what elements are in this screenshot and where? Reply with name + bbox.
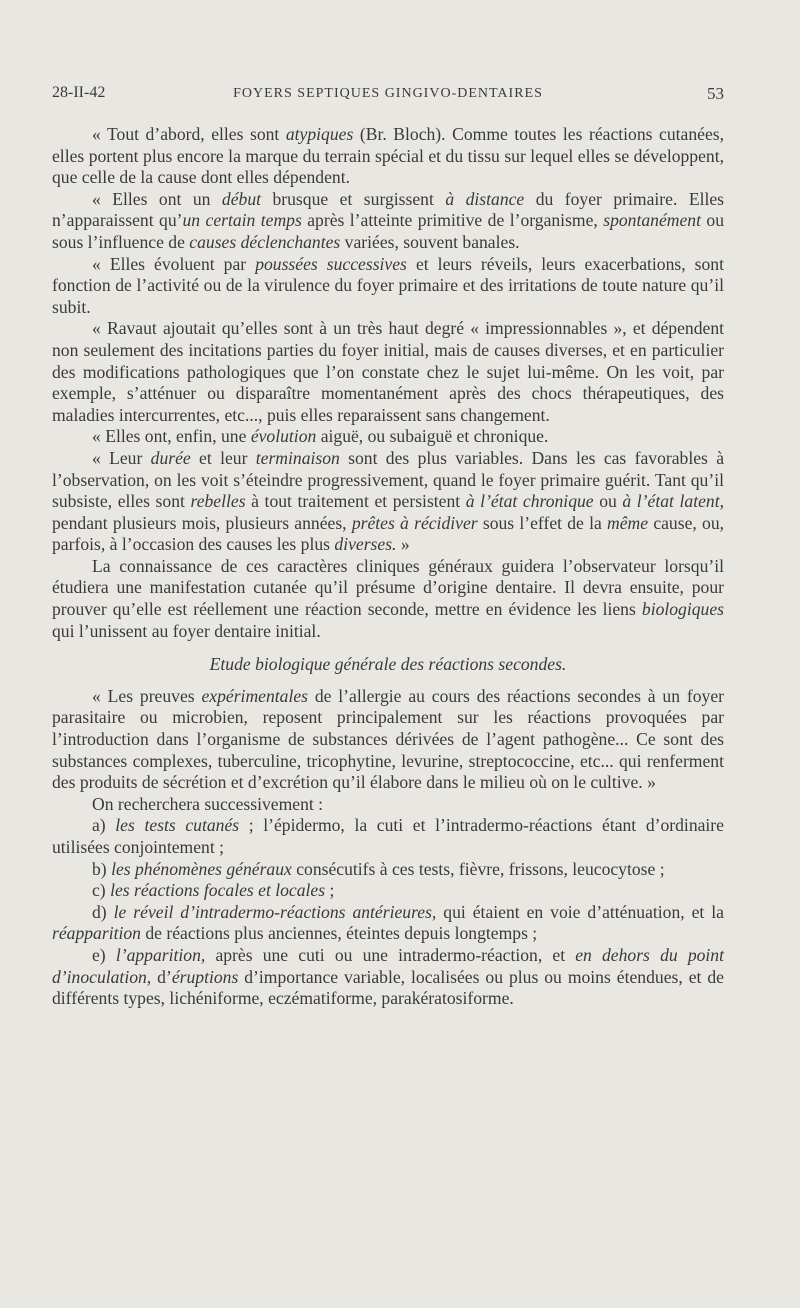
text-run: a) [92, 815, 116, 836]
text-run: pendant plusieurs mois, plusieurs années, [52, 512, 352, 533]
italic-text: à l’état latent, [622, 491, 724, 512]
text-run: sont des plus variables. Dans les cas favorables à l’observation, on les voit s’éteindre progressivement, quand le foyer primaire guérit. Tant qu’il subsiste, elles sont [52, 447, 725, 512]
text-run: « Elles ont un [92, 188, 222, 209]
paragraph [52, 859, 724, 881]
text-run: et leurs réveils, leurs exacerbations, sont fonction de l’activité ou de la virulence du foyer primaire et des irritations de toute nature qu’il subit. [52, 253, 724, 317]
section-heading: Etude biologique générale des réactions secondes. [209, 654, 567, 675]
italic-text: expérimentales [201, 685, 308, 706]
text-run: « Elles ont, enfin, une [92, 426, 251, 447]
italic-text: éruptions [171, 966, 239, 987]
text-run: d’importance variable, localisées ou plus ou moins étendues, et de différents types, lichéniforme, eczématiforme, parakératosiforme. [52, 966, 724, 1009]
text-run: « Ravaut ajoutait qu’elles sont à un très haut degré « impressionnables », et dépendent non seulement des incitations parties du foyer initial, mais de causes diverses, et en particulier des modifications pathologiques que l’on constate chez le sujet lui-même. On les voit, par exemple, s’atténuer ou disparaître momentanément après des chocs thérapeutiques, des maladies intercurrentes, etc..., puis elles reparaissent sans changement. [52, 318, 724, 425]
text-run: « Elles évoluent par [92, 253, 256, 274]
italic-text: même [607, 512, 649, 533]
text-run: cause, ou, parfois, à l’occasion des causes les plus [52, 512, 725, 555]
text-run: après l’atteinte primitive de l’organisme, [301, 210, 604, 231]
italic-text: les réactions focales et locales [110, 880, 326, 901]
italic-text: les phénomènes généraux [111, 858, 292, 879]
paragraph [52, 124, 724, 189]
page-header [52, 84, 724, 110]
text-run: « Les preuves [92, 685, 202, 706]
italic-text: en dehors du point d’inoculation, [52, 944, 724, 987]
italic-text: à l’état chronique [465, 491, 594, 512]
italic-text: l’apparition, [115, 944, 206, 965]
text-run: de réactions plus anciennes, éteintes depuis longtemps ; [140, 923, 538, 944]
paragraph [52, 945, 724, 1010]
text-run: d) [92, 901, 114, 922]
italic-text: durée [150, 447, 191, 468]
text-run: ; l’épidermo, la cuti et l’intradermo-réactions étant d’ordinaire utilisées conjointement ; [52, 815, 724, 857]
text-run: « Tout d’abord, elles sont [92, 124, 286, 144]
text-run: ou [593, 491, 623, 512]
italic-text: prêtes à récidiver [351, 512, 478, 533]
italic-text: le réveil d’intradermo-réactions antérieures, [113, 901, 437, 922]
text-run: et leur [190, 447, 256, 468]
text-run: consécutifs à ces tests, fièvre, frissons, leucocytose ; [291, 858, 665, 879]
text-run: c) [92, 880, 111, 901]
paragraph [52, 556, 724, 642]
paragraph [52, 815, 724, 858]
italic-text: terminaison [255, 447, 340, 468]
paragraph [52, 448, 724, 556]
page-body [52, 124, 724, 1010]
text-run: d’ [151, 966, 172, 987]
paragraph [52, 902, 724, 945]
italic-text: réapparition [52, 923, 141, 944]
running-title: FOYERS SEPTIQUES GINGIVO-DENTAIRES [233, 86, 543, 101]
italic-text: un certain temps [182, 210, 302, 231]
italic-text: diverses. [334, 534, 397, 555]
text-run: à tout traitement et persistent [245, 491, 466, 512]
italic-text: début [221, 188, 262, 209]
text-run: de l’allergie au cours des réactions secondes à un foyer parasitaire ou microbien, reposent principalement sur les réactions provoquées par l’introduction dans l’organisme de substances dérivées de l’agent pathogène... Ce sont des substances complexes, tuberculine, tricophytine, levurine, streptococcine, etc... qui renferment des produits de sécrétion et d’excrétion qu’il élabore dans le milieu où on le cultive. » [52, 685, 724, 793]
text-run: » [396, 534, 410, 555]
text-run: La connaissance de ces caractères cliniques généraux guidera l’observateur lorsqu’il étudiera une manifestation cutanée qu’il présume d’origine dentaire. Il devra ensuite, pour prouver qu’elle est réellement une réaction seconde, mettre en évidence les liens [52, 555, 724, 620]
text-run: sous l’effet de la [477, 512, 608, 533]
page-number: 53 [707, 84, 724, 103]
italic-text: rebelles [190, 491, 246, 512]
paragraph [52, 189, 724, 254]
text-run: (Br. Bloch). Comme toutes les réactions cutanées, elles portent plus encore la marque du terrain spécial et du tissu sur lequel elles se développent, que celle de la cause dont elles dépendent. [52, 124, 725, 188]
paragraph-group-2 [52, 686, 724, 1010]
paragraph [52, 794, 724, 816]
text-run: ; [325, 880, 335, 901]
text-run: qui l’unissent au foyer dentaire initial. [52, 620, 321, 641]
italic-text: à distance [445, 188, 525, 209]
text-run: aiguë, ou subaiguë et chronique. [316, 426, 549, 447]
text-run: « Leur [92, 447, 151, 468]
italic-text: causes déclenchantes [189, 231, 341, 252]
text-run: variées, souvent banales. [340, 231, 520, 252]
paragraph [52, 880, 724, 902]
paragraph [52, 254, 724, 319]
text-run: après une cuti ou une intradermo-réaction, et [205, 944, 576, 965]
text-run: On recherchera successivement : [92, 793, 324, 814]
text-run: brusque et surgissent [261, 188, 446, 209]
italic-text: les tests cutanés [115, 815, 240, 836]
italic-text: biologiques [641, 599, 724, 620]
header-date: 28-II-42 [52, 84, 106, 101]
paragraph [52, 318, 724, 426]
italic-text: évolution [250, 426, 317, 447]
text-run: ou sous l’influence de [52, 210, 724, 252]
text-run: qui étaient en voie d’atténuation, et la [436, 901, 724, 922]
italic-text: poussées successives [255, 253, 407, 274]
text-run: du foyer primaire. Elles n’apparaissent qu’ [52, 188, 724, 231]
italic-text: spontanément [603, 210, 701, 231]
paragraph [52, 686, 724, 794]
text-run: e) [92, 944, 116, 965]
paragraph-group-1 [52, 124, 724, 642]
italic-text: atypiques [285, 124, 354, 144]
text-run: b) [92, 858, 112, 879]
paragraph [52, 426, 724, 448]
